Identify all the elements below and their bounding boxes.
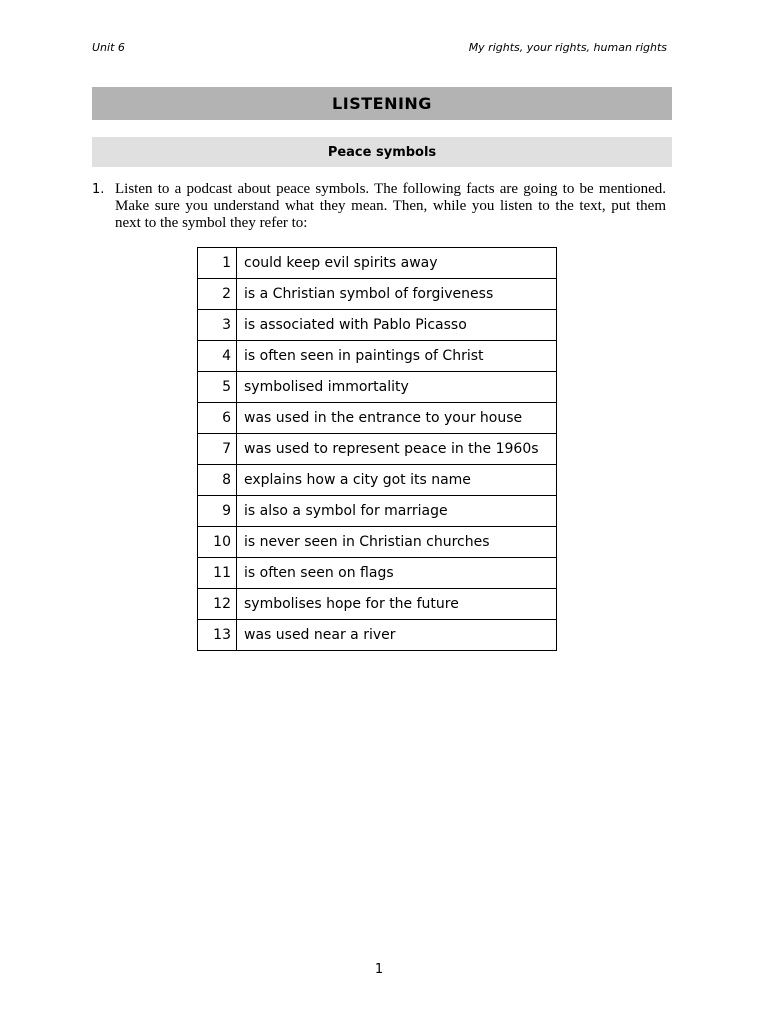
header-unit: Unit 6 [92,41,125,54]
fact-text: is associated with Pablo Picasso [237,310,557,341]
table-row [198,589,557,620]
fact-text: could keep evil spirits away [237,248,557,279]
fact-number: 8 [198,465,237,496]
fact-number: 11 [198,558,237,589]
table-row [198,279,557,310]
table-row [198,558,557,589]
fact-text: is a Christian symbol of forgiveness [237,279,557,310]
fact-number: 13 [198,620,237,651]
fact-text: was used to represent peace in the 1960s [237,434,557,465]
header-title: My rights, your rights, human rights [468,41,667,54]
fact-text: is never seen in Christian churches [237,527,557,558]
fact-number: 1 [198,248,237,279]
table-row [198,434,557,465]
fact-number: 2 [198,279,237,310]
fact-number: 5 [198,372,237,403]
table-row [198,465,557,496]
fact-text: symbolises hope for the future [237,589,557,620]
exercise-text: Listen to a podcast about peace symbols. The following facts are going to be mentioned. Make sure you understand what they mean. Then, while you listen to the text, put them next to the symbol they refer to: [115,181,666,231]
fact-text: symbolised immortality [237,372,557,403]
fact-number: 7 [198,434,237,465]
table-row [198,496,557,527]
fact-number: 3 [198,310,237,341]
fact-text: was used in the entrance to your house [237,403,557,434]
fact-text: was used near a river [237,620,557,651]
facts-table [197,247,557,651]
fact-text: is often seen on flags [237,558,557,589]
subsection-banner [92,137,672,167]
table-row [198,620,557,651]
fact-number: 12 [198,589,237,620]
fact-number: 6 [198,403,237,434]
section-title: LISTENING [332,94,432,113]
exercise-instruction [92,181,666,232]
fact-text: is often seen in paintings of Christ [237,341,557,372]
fact-text: explains how a city got its name [237,465,557,496]
fact-number: 4 [198,341,237,372]
table-row [198,372,557,403]
fact-number: 10 [198,527,237,558]
section-banner [92,87,672,120]
page-number: 1 [374,962,384,977]
subsection-title: Peace symbols [327,144,437,160]
table-row [198,341,557,372]
fact-number: 9 [198,496,237,527]
table-row [198,527,557,558]
fact-text: is also a symbol for marriage [237,496,557,527]
table-row [198,248,557,279]
table-row [198,310,557,341]
table-row [198,403,557,434]
exercise-number: 1. [92,182,105,197]
